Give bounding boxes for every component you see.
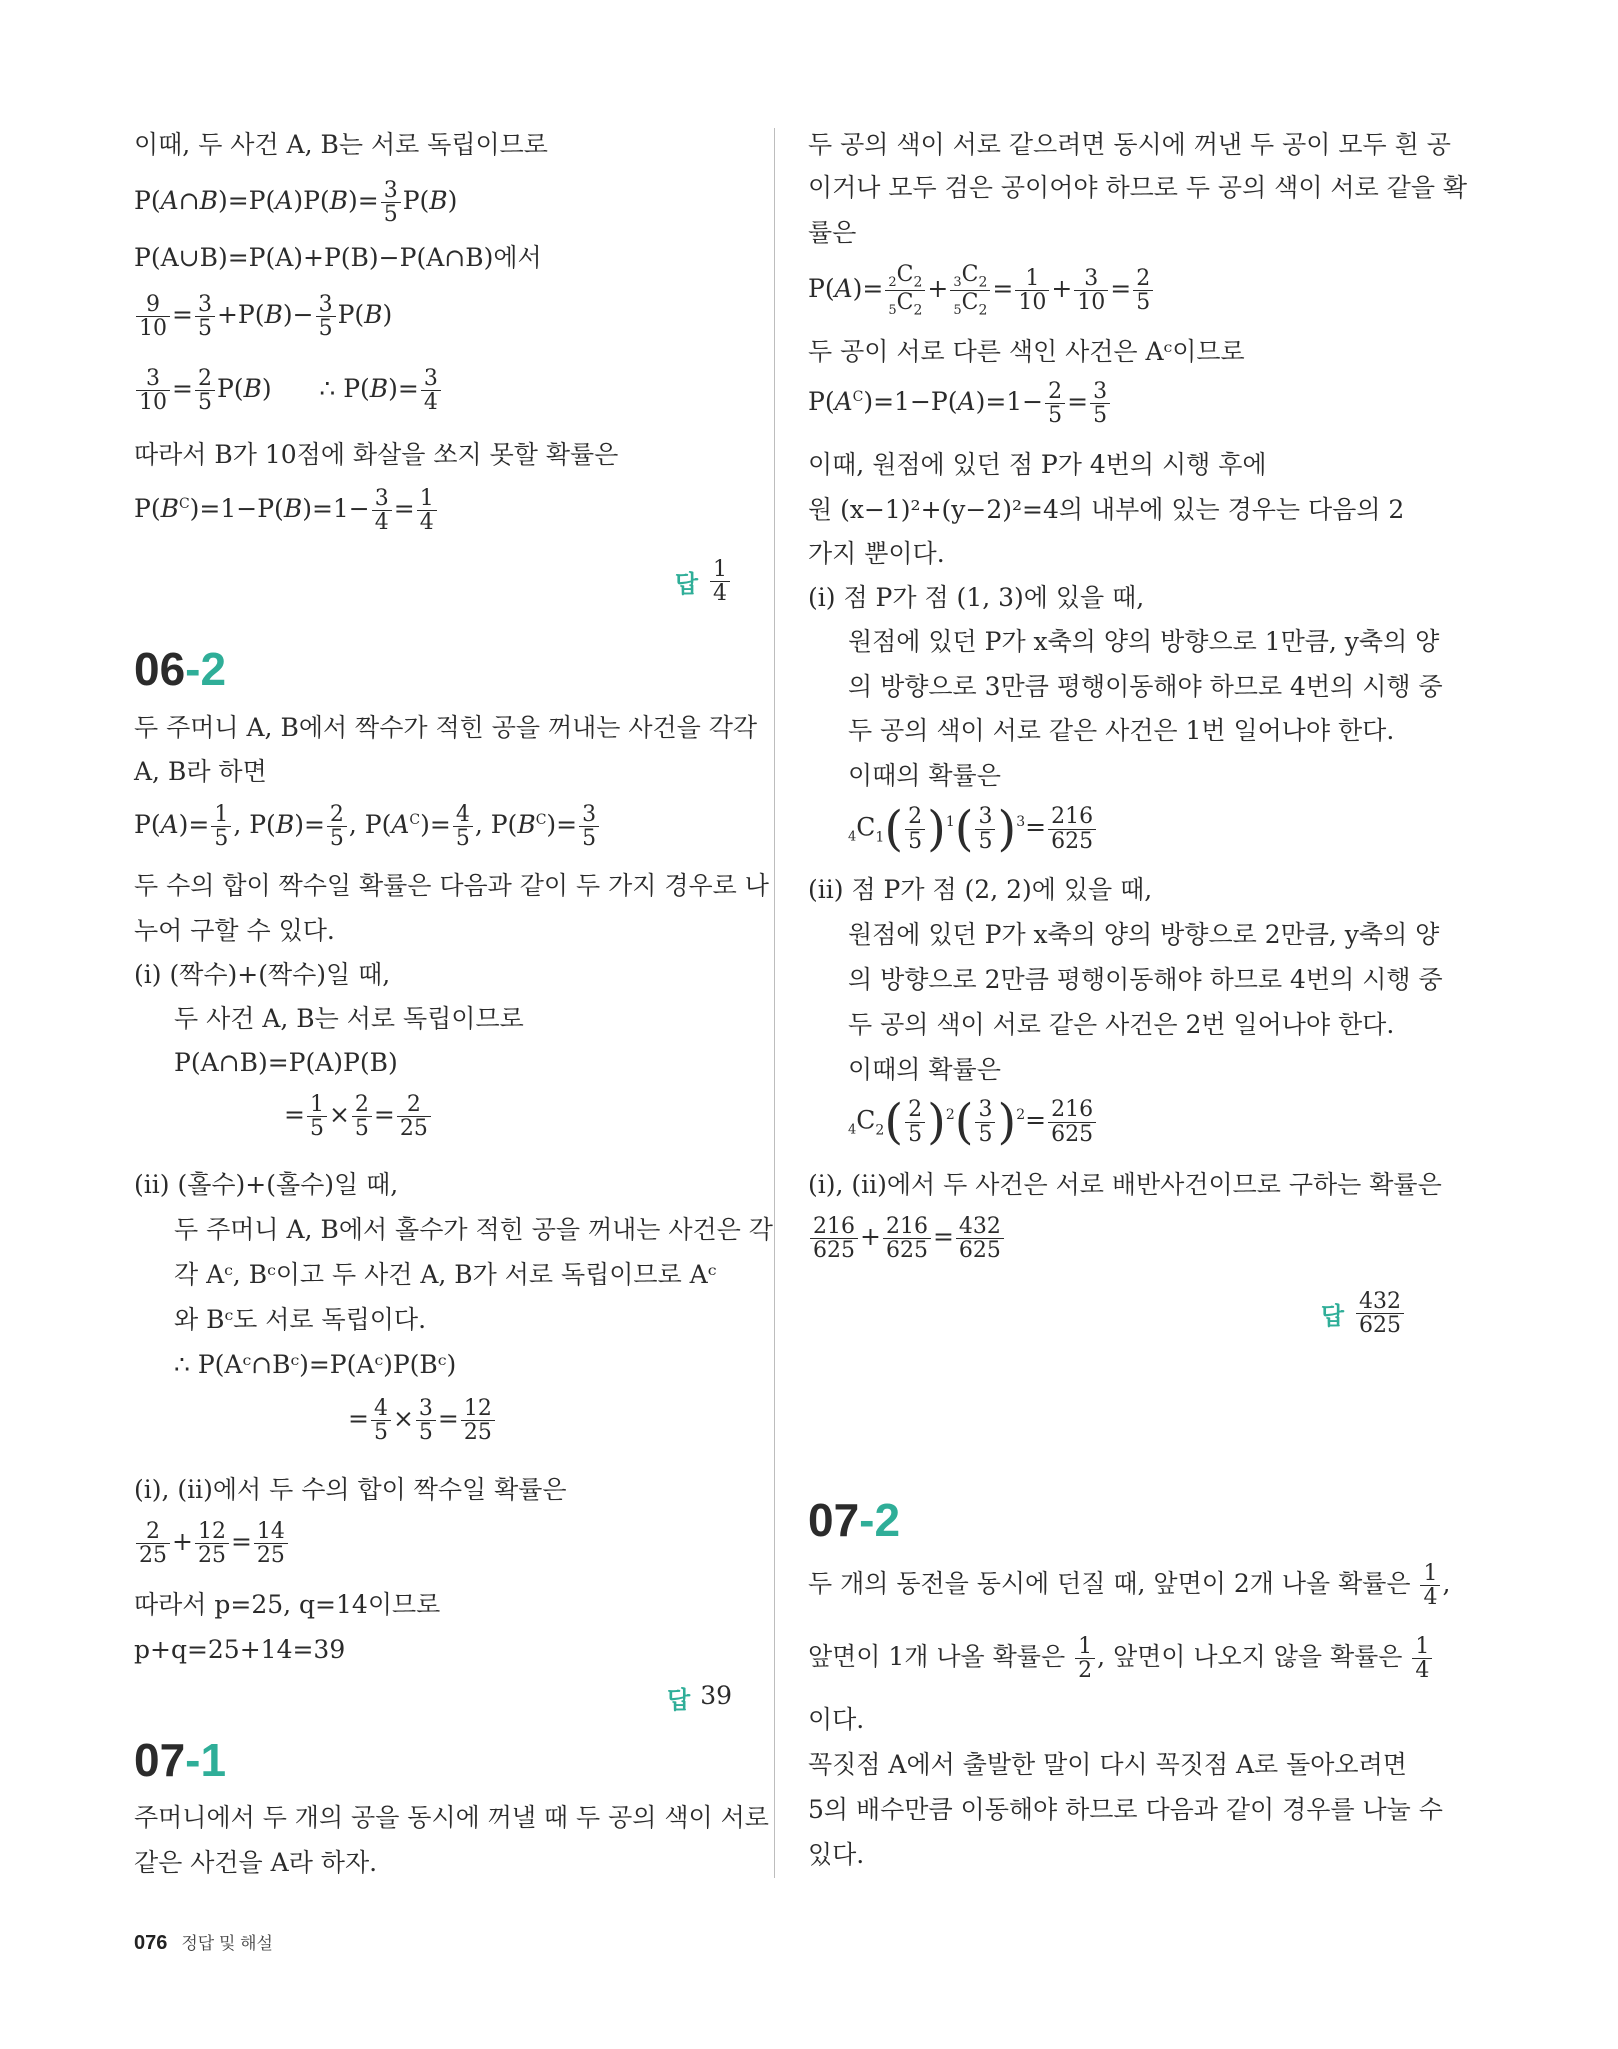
text-line: (i), (ii)에서 두 수의 합이 짝수일 확률은 — [134, 1475, 567, 1504]
text-line: 의 방향으로 3만큼 평행이동해야 하므로 4번의 시행 중 — [848, 672, 1443, 701]
text-line: 이다. — [808, 1705, 865, 1734]
page-number: 076 — [134, 1932, 168, 1954]
equation: $P(A^C)=1-P(A)=1-$ $\frac{2}{5}$ = $\frac{3}{5}$ — [808, 380, 1112, 427]
text-line: (i), (ii)에서 두 사건은 서로 배반사건이므로 구하는 확률은 — [808, 1170, 1442, 1199]
text-line: 앞면이 1개 나올 확률은 $\frac{1}{2}$ , 앞면이 나오지 않을 확률은 $\frac{1}{4}$ — [808, 1635, 1434, 1682]
section-heading: 07-1 — [134, 1734, 227, 1786]
footer-label: 정답 및 해설 — [181, 1934, 273, 1953]
text-line: A, B라 하면 — [134, 757, 267, 786]
text-line: 꼭짓점 A에서 출발한 말이 다시 꼭짓점 A로 돌아오려면 — [808, 1750, 1407, 1779]
text-line: 같은 사건을 A라 하자. — [134, 1848, 378, 1877]
section-number: 07 — [134, 1734, 186, 1786]
section-subnumber: 2 — [200, 643, 227, 695]
text-line: 두 수의 합이 짝수일 확률은 다음과 같이 두 가지 경우로 나 — [134, 871, 769, 900]
text-line: 5의 배수만큼 이동해야 하므로 다음과 같이 경우를 나눌 수 — [808, 1795, 1443, 1824]
text-line: 률은 — [808, 218, 857, 247]
equation: = $\frac{4}{5}$ × $\frac{3}{5}$ = $\frac{12}{25}$ — [348, 1397, 497, 1444]
equation: $_4C_2$( $\frac{2}{5}$ )$^2$( $\frac{3}{5}$ )$^2$= $\frac{216}{625}$ — [848, 1098, 1098, 1146]
section-subnumber: 2 — [874, 1494, 901, 1546]
section-subnumber: 1 — [200, 1734, 227, 1786]
text-line: 두 공의 색이 서로 같은 사건은 1번 일어나야 한다. — [848, 716, 1395, 745]
section-heading: 07-2 — [808, 1494, 901, 1546]
text-line: 두 공의 색이 서로 같으려면 동시에 꺼낸 두 공이 모두 흰 공 — [808, 130, 1451, 159]
case-heading: (ii) (홀수)+(홀수)일 때, — [134, 1170, 399, 1199]
page-footer — [134, 1929, 273, 1955]
text-line: 가지 뿐이다. — [808, 539, 945, 568]
section-number: 07 — [808, 1494, 860, 1546]
equation: ∴ P(Aᶜ∩Bᶜ)=P(Aᶜ)P(Bᶜ) — [174, 1350, 457, 1379]
answer-label: 답 — [667, 1687, 691, 1714]
equation: $_4C_1$( $\frac{2}{5}$ )$^1$( $\frac{3}{5}$ )$^3$= $\frac{216}{625}$ — [848, 805, 1098, 853]
case-heading: (i) 점 P가 점 (1, 3)에 있을 때, — [808, 583, 1145, 612]
answer-label: 답 — [674, 571, 698, 599]
text-line: 와 Bᶜ도 서로 독립이다. — [174, 1305, 427, 1334]
answer-box — [667, 1680, 732, 1715]
equation: P(A)= $\frac{1}{5}$ , P(B)= $\frac{2}{5}$ , $P(A^C)=$ $\frac{4}{5}$ , $P(B^C)=$ $\frac{3}{5}$ — [134, 803, 601, 850]
equation: = $\frac{1}{5}$ × $\frac{2}{5}$ = $\frac{2}{25}$ — [284, 1093, 433, 1140]
column-divider — [774, 128, 775, 1878]
text-line: 두 개의 동전을 동시에 던질 때, 앞면이 2개 나올 확률은 $\frac{1}{4}$ , — [808, 1561, 1451, 1611]
equation: $\frac{3}{10}$ = $\frac{2}{5}$ P(B) ∴ P(B)= $\frac{3}{4}$ — [134, 367, 443, 414]
text-line: 누어 구할 수 있다. — [134, 916, 335, 945]
text-line: 이거나 모두 검은 공이어야 하므로 두 공의 색이 서로 같을 확 — [808, 173, 1468, 202]
equation: P(A∩B)=P(A)P(B) — [174, 1048, 398, 1077]
text-line: 있다. — [808, 1840, 865, 1869]
text-line: 주머니에서 두 개의 공을 동시에 꺼낼 때 두 공의 색이 서로 — [134, 1803, 769, 1832]
equation: P(A∩B)=P(A)P(B)= $\frac{3}{5}$ P(B) — [134, 178, 458, 228]
text-line: 두 사건 A, B는 서로 독립이므로 — [174, 1004, 524, 1033]
section-heading: 06-2 — [134, 643, 227, 695]
text-line: 이때의 확률은 — [848, 761, 1001, 790]
case-heading: (i) (짝수)+(짝수)일 때, — [134, 960, 391, 989]
text-line: 이때, 원점에 있던 점 P가 4번의 시행 후에 — [808, 450, 1267, 479]
text-line: 두 주머니 A, B에서 홀수가 적힌 공을 꺼내는 사건은 각 — [174, 1215, 773, 1244]
text-line: p+q=25+14=39 — [134, 1635, 346, 1664]
answer-box: 답 $\frac{1}{4}$ — [675, 558, 732, 605]
text-line: 의 방향으로 2만큼 평행이동해야 하므로 4번의 시행 중 — [848, 965, 1443, 994]
text-line: 원점에 있던 P가 x축의 양의 방향으로 2만큼, y축의 양 — [848, 920, 1440, 949]
answer-value: 39 — [700, 1681, 732, 1710]
equation: $\frac{9}{10}$ = $\frac{3}{5}$ +P(B)− $\frac{3}{5}$ P(B) — [134, 293, 392, 340]
equation: $P(B^C)=1-P(B)=1-$ $\frac{3}{4}$ = $\frac{1}{4}$ — [134, 487, 439, 534]
equation: $\frac{216}{625}$ + $\frac{216}{625}$ = $\frac{432}{625}$ — [808, 1215, 1006, 1262]
answer-box: 답 $\frac{432}{625}$ — [1321, 1290, 1406, 1337]
text-line: 따라서 p=25, q=14이므로 — [134, 1590, 441, 1619]
text-line: 두 주머니 A, B에서 짝수가 적힌 공을 꺼내는 사건을 각각 — [134, 713, 758, 742]
equation: P(A)= $\frac{_2C_2}{_5C_2}$ + $\frac{_3C_2}{_5C_2}$ = $\frac{1}{10}$ + $\frac{3}{10}$ = $\frac{2}{5}$ — [808, 263, 1155, 318]
case-heading: (ii) 점 P가 점 (2, 2)에 있을 때, — [808, 875, 1153, 904]
text-line: P(A∪B)=P(A)+P(B)−P(A∩B)에서 — [134, 243, 542, 272]
text-line: 두 공의 색이 서로 같은 사건은 2번 일어나야 한다. — [848, 1010, 1395, 1039]
text-line: 각 Aᶜ, Bᶜ이고 두 사건 A, B가 서로 독립이므로 Aᶜ — [174, 1260, 717, 1289]
text-line: 따라서 B가 10점에 화살을 쏘지 못할 확률은 — [134, 440, 619, 469]
text-line: 이때, 두 사건 A, B는 서로 독립이므로 — [134, 130, 548, 159]
text-line: 원 (x−1)²+(y−2)²=4의 내부에 있는 경우는 다음의 2 — [808, 495, 1405, 524]
text-line: 두 공이 서로 다른 색인 사건은 Aᶜ이므로 — [808, 337, 1245, 366]
answer-label: 답 — [1320, 1303, 1344, 1331]
text-line: 이때의 확률은 — [848, 1055, 1001, 1084]
equation: $\frac{2}{25}$ + $\frac{12}{25}$ = $\frac{14}{25}$ — [134, 1520, 290, 1567]
section-number: 06 — [134, 643, 186, 695]
text-line: 원점에 있던 P가 x축의 양의 방향으로 1만큼, y축의 양 — [848, 627, 1440, 656]
